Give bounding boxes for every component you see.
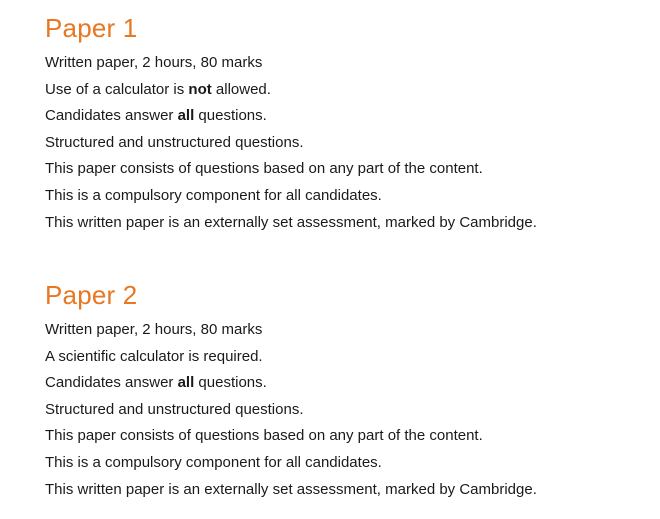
paper-1-question-types: Structured and unstructured questions.	[45, 133, 304, 151]
paper-1-calculator-emphasis: not	[188, 80, 212, 98]
paper-1-details: Written paper, 2 hours, 80 marks	[45, 54, 263, 71]
paper-2-calculator-rule	[45, 344, 645, 371]
paper-2-calculator-text: A scientific calculator is required.	[45, 347, 263, 365]
paper-2-compulsory: This is a compulsory component for all candidates.	[45, 453, 382, 471]
paper-2-answer-rule	[45, 370, 645, 397]
paper-2-answer-emphasis: all	[177, 374, 195, 392]
paper-1-calculator-rule	[45, 77, 645, 104]
paper-1-answer-emphasis: all	[177, 107, 195, 125]
paper-1-calculator-text: Use of a calculator is	[45, 80, 189, 98]
paper-1-answer-rule	[45, 103, 645, 130]
paper-1-calculator-text-end: allowed.	[211, 80, 271, 98]
paper-1-answer-text: Candidates answer	[45, 107, 178, 125]
paper-1-content: This paper consists of questions based on any part of the content.	[45, 160, 483, 178]
paper-2-assessment: This written paper is an externally set assessment, marked by Cambridge.	[45, 480, 537, 498]
paper-2-section	[45, 277, 645, 503]
paper-2-answer-text: Candidates answer	[45, 374, 178, 392]
paper-2-title: Paper 2	[45, 280, 138, 310]
paper-2-question-types: Structured and unstructured questions.	[45, 400, 304, 418]
paper-2-details: Written paper, 2 hours, 80 marks	[45, 321, 263, 338]
paper-1-title: Paper 1	[45, 13, 138, 43]
paper-1-section	[45, 10, 645, 236]
paper-1-assessment: This written paper is an externally set assessment, marked by Cambridge.	[45, 213, 537, 231]
paper-1-answer-text-end: questions.	[194, 107, 267, 125]
paper-2-content: This paper consists of questions based on any part of the content.	[45, 427, 483, 445]
paper-2-answer-text-end: questions.	[194, 374, 267, 392]
paper-1-compulsory: This is a compulsory component for all candidates.	[45, 186, 382, 204]
